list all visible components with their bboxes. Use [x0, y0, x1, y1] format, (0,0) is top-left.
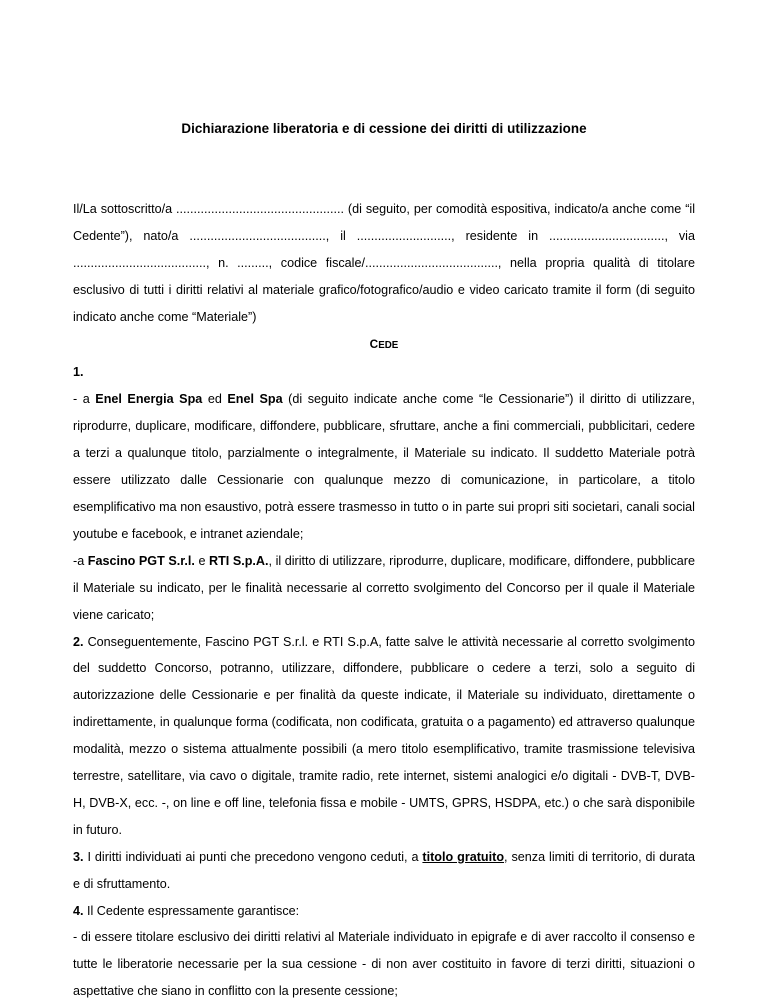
cede-initial: C — [369, 336, 379, 351]
section-1-a-prefix: - a — [73, 392, 96, 407]
section-1-b-paragraph — [73, 548, 695, 629]
rti-name: RTI S.p.A. — [209, 553, 269, 568]
enel-energia-name: Enel Energia Spa — [95, 392, 203, 407]
section-4-label: 4. — [73, 903, 84, 918]
section-1-a-ed: ed — [202, 392, 228, 407]
fascino-name: Fascino PGT S.r.l. — [87, 553, 195, 568]
enel-spa-name: Enel Spa — [227, 392, 283, 407]
section-2-label: 2. — [73, 634, 84, 649]
titolo-gratuito-emphasis: titolo gratuito — [422, 849, 505, 864]
document-title: Dichiarazione liberatoria e di cessione dei diritti di utilizzazione — [181, 121, 587, 136]
cede-heading — [73, 331, 695, 360]
section-2-text: Conseguentemente, Fascino PGT S.r.l. e RTI S.p.A, fatte salve le attività necessarie al corretto svolgimento del suddetto Concorso, potranno, utilizzare, diffondere, pubblicare o cedere a terzi, solo a seguito di autorizzazione delle Cessionarie e per finalità da queste indicate, il Materiale su individuato, direttamente o indirettamente, in qualunque forma (codificata, non codificata, gratuita o a pagamento) ed attraverso qualunque modalità, mezzo o sistema attualmente possibili (a mero titolo esemplificativo, tramite trasmissione televisiva terrestre, satellitare, via cavo o digitale, tramite radio, rete internet, sistemi analogici e/o digitali - DVB-T, DVB-H, DVB-X, ecc. -, on line e off line, telefonia fissa e mobile - UMTS, GPRS, HSDPA, etc.) o che sarà disponibile in futuro. — [73, 634, 695, 837]
section-1-a-text: (di seguito indicate anche come “le Cessionarie”) il diritto di utilizzare, riprodurre, duplicare, modificare, diffondere, pubblicare, sfruttare, anche a fini commerciali, pubblicitari, cedere a terzi a qualunque titolo, parzialmente o integralmente, il Materiale su indicato. Il suddetto Materiale potrà essere utilizzato dalle Cessionarie con qualunque mezzo di comunicazione, in particolare, a titolo esemplificativo ma non esaustivo, potrà essere trasmesso in tutto o in parte sui propri siti societari, canali social youtube e facebook, e intranet aziendale; — [73, 392, 696, 541]
section-3-paragraph — [73, 844, 695, 898]
section-3-label: 3. — [73, 849, 84, 864]
section-2-paragraph — [73, 629, 695, 844]
section-4-item: - di essere titolare esclusivo dei diritti relativi al Materiale individuato in epigrafe e di aver raccolto il consenso e tutte le liberatorie necessarie per la sua cessione - di non aver costituito in favore di terzi diritti, situazioni o aspettative che siano in conflitto con la presente cessione; — [73, 930, 695, 999]
section-1-b-e: e — [194, 553, 210, 568]
cede-rest: EDE — [378, 339, 399, 351]
section-3-after: , senza limiti di territorio, di durata e di sfruttamento. — [73, 849, 695, 891]
section-4-paragraph — [73, 898, 695, 925]
section-3-before: I diritti individuati ai punti che precedono vengono ceduti, a — [83, 849, 423, 864]
section-1-number — [73, 359, 695, 386]
document-body — [73, 196, 695, 1005]
section-1-b-prefix: -a — [73, 553, 88, 568]
section-1-b-text: , il diritto di utilizzare, riprodurre, duplicare, modificare, diffondere, pubblicare il Materiale su indicato, per le finalità necessarie al corretto svolgimento del Concorso per il quale il Materiale viene caricato; — [73, 553, 695, 622]
section-1-a-paragraph — [73, 386, 695, 547]
section-1-label: 1. — [73, 365, 84, 380]
section-4-intro: Il Cedente espressamente garantisce: — [83, 903, 300, 918]
intro-paragraph: Il/La sottoscritto/a ................................................ (di seguito, per comodità espositiva, indicato/a anche come “il Cedente”), nato/a ......................................., il ..........................., residente in ................................., via ......................................, n. ........., codice fiscale/......................................, nella propria qualità di titolare esclusivo di tutti i diritti relativi al materiale grafico/fotografico/audio e video caricato tramite il form (di seguito indicato anche come “Materiale”) — [73, 202, 695, 324]
